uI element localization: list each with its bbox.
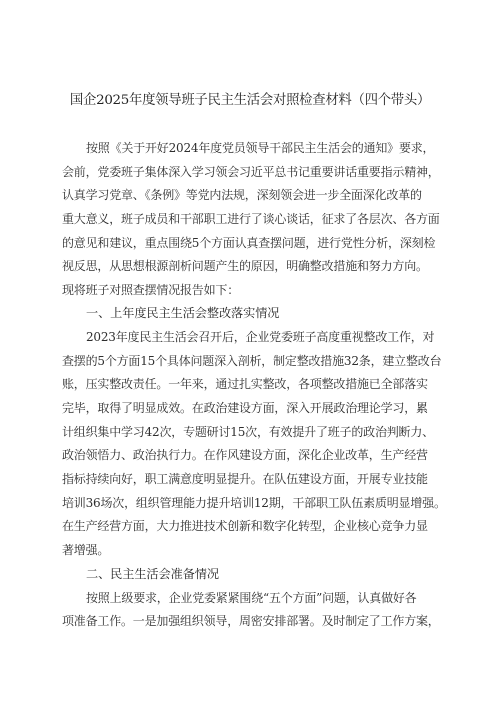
section-1-line-4: 完毕，取得了明显成效。在政治建设方面，深入开展政治理论学习，累 — [62, 401, 428, 415]
section-1-line-5: 计组织集中学习42次，专题研讨15次，有效提升了班子的政治判断力、 — [62, 425, 434, 439]
section-1-line-9: 在生产经营方面，大力推进技术创新和数字化转型，企业核心竞争力显 — [62, 519, 428, 533]
section-2-line-1: 按照上级要求，企业党委紧紧围绕“五个方面”问题，认真做好各 — [86, 591, 417, 605]
document-title: 国企2025年度领导班子民主生活会对照检查材料（四个带头） — [69, 93, 431, 108]
intro-line-3: 认真学习党章、《条例》等党内法规，深刻领会进一步全面深化改革的 — [62, 188, 422, 202]
intro-line-2: 会前，党委班子集体深入学习领会习近平总书记重要讲话重要指示精神， — [62, 165, 440, 179]
section-2-line-2: 项准备工作。一是加强组织领导，周密安排部署。及时制定了工作方案， — [62, 614, 440, 628]
section-1-line-10: 著增强。 — [62, 543, 110, 557]
intro-line-4: 重大意义，班子成员和干部职工进行了谈心谈话，征求了各层次、各方面 — [62, 212, 440, 226]
intro-line-6: 视反思，从思想根源剖析问题产生的原因，明确整改措施和努力方向。 — [62, 259, 428, 273]
intro-line-5: 的意见和建议，重点围绕5个方面认真查摆问题，进行党性分析，深刻检 — [62, 236, 436, 250]
section-1-line-1: 2023年度民主生活会召开后，企业党委班子高度重视整改工作，对 — [86, 330, 435, 344]
section-1-line-2: 查摆的5个方面15个具体问题深入剖析，制定整改措施32条，建立整改台 — [62, 354, 442, 368]
section-1-line-7: 指标持续向好，职工满意度明显提升。在队伍建设方面，开展专业技能 — [62, 472, 428, 486]
section-1-line-8: 培训36场次，组织管理能力提升培训12期，干部职工队伍素质明显增强。 — [62, 496, 446, 510]
section-1-line-3: 账，压实整改责任。一年来，通过扎实整改，各项整改措施已全部落实 — [62, 377, 428, 391]
section-2-heading: 二、民主生活会准备情况 — [86, 567, 219, 581]
intro-line-7: 现将班子对照查摆情况报告如下： — [62, 283, 240, 297]
section-1-heading: 一、上年度民主生活会整改落实情况 — [86, 306, 280, 320]
intro-line-1: 按照《关于开好2024年度党员领导干部民主生活会的通知》要求， — [86, 141, 435, 155]
section-1-line-6: 政治领悟力、政治执行力。在作风建设方面，深化企业改革，生产经营 — [62, 448, 428, 462]
